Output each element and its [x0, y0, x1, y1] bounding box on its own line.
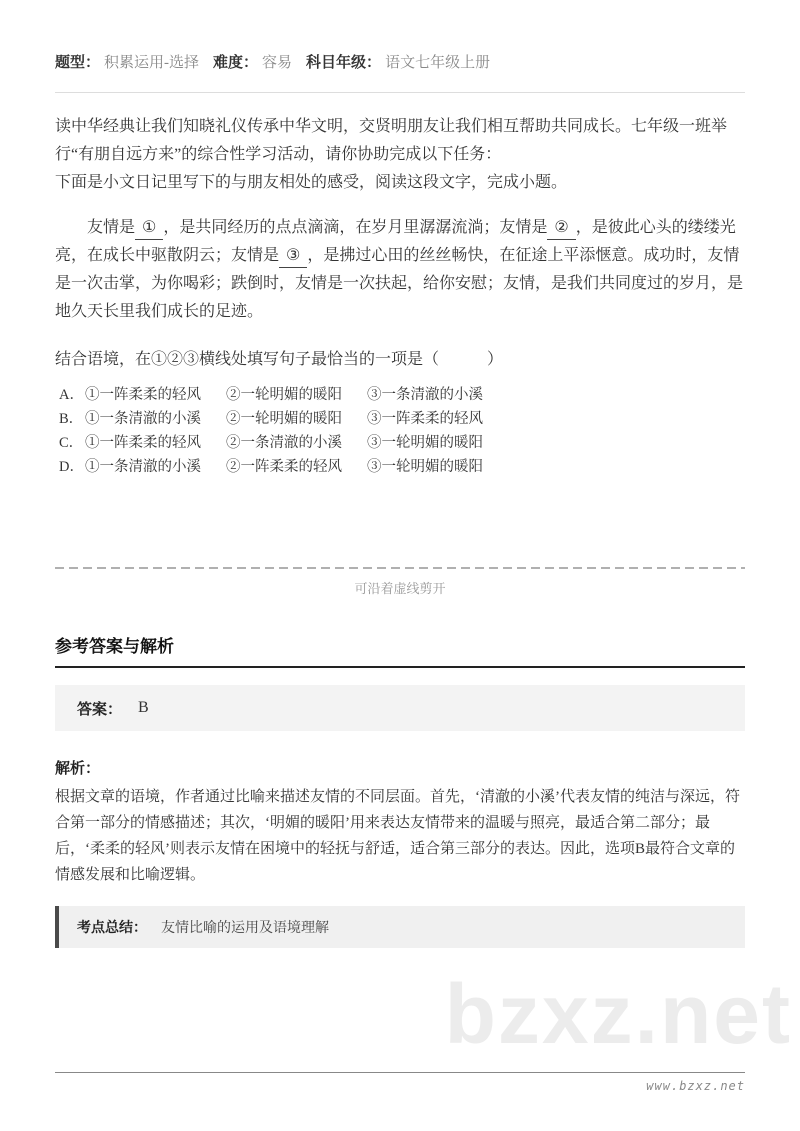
answer-section-title: 参考答案与解析: [55, 632, 745, 668]
meta-subject-grade-label: 科目年级：: [306, 54, 382, 71]
option-c-item-1: ①一阵柔柔的轻风: [85, 435, 201, 451]
meta-type-value: 积累运用-选择: [104, 55, 200, 71]
option-a-letter: A．: [59, 387, 84, 403]
meta-subject-grade: [306, 52, 490, 74]
meta-type: [55, 52, 199, 74]
key-point-summary-text: 友情比喻的运用及语境理解: [161, 921, 329, 936]
passage-seg1: 友情是: [87, 219, 136, 236]
option-b-letter: B．: [59, 411, 84, 427]
key-point-summary-box: [55, 906, 745, 948]
cut-line-caption: 可沿着虚线剪开: [354, 581, 446, 596]
option-d-item-2: ②一阵柔柔的轻风: [226, 459, 342, 475]
meta-type-label: 题型：: [55, 54, 101, 71]
option-b-item-3: ③一阵柔柔的轻风: [367, 411, 483, 427]
footer-divider: [55, 1072, 745, 1073]
passage-seg4: ，是拂过心田的丝丝畅快，在征途上平添惬意。成功时，友情是一次击掌，为你喝彩；跌倒时，友情是一次扶起，给你安慰；友情，是我们共同度过的岁月，是地久天长里我们成长的足迹。: [55, 247, 744, 320]
answer-box: [55, 685, 745, 731]
option-c: [59, 431, 745, 455]
option-a-item-2: ②一轮明媚的暖阳: [226, 387, 342, 403]
option-a-item-1: ①一阵柔柔的轻风: [85, 387, 201, 403]
answer-label: 答案：: [77, 700, 123, 718]
option-a-item-3: ③一条清澈的小溪: [367, 387, 483, 403]
option-c-item-3: ③一轮明媚的暖阳: [367, 435, 483, 451]
passage-blank-3: ③: [279, 245, 307, 268]
option-c-item-2: ②一条清澈的小溪: [226, 435, 342, 451]
question-meta: [55, 52, 745, 74]
question-stem: 结合语境，在①②③横线处填写句子最恰当的一项是（ ）: [55, 351, 504, 368]
answer-value: B: [138, 699, 149, 716]
meta-difficulty-label: 难度：: [213, 54, 259, 71]
option-d: [59, 455, 745, 479]
meta-difficulty: [213, 52, 292, 74]
option-b-item-2: ②一轮明媚的暖阳: [226, 411, 342, 427]
footer-site-url: www.bzxz.net: [646, 1079, 745, 1093]
passage-paragraph: [55, 214, 745, 326]
option-b-item-1: ①一条清澈的小溪: [85, 411, 201, 427]
cut-dashed-line: [55, 567, 745, 569]
intro-paragraph: 读中华经典让我们知晓礼仪传承中华文明，交贤明朋友让我们相互帮助共同成长。七年级一班举行“有朋自远方来”的综合性学习活动，请你协助完成以下任务：: [55, 118, 728, 163]
option-d-letter: D．: [59, 459, 84, 475]
key-point-summary-label: 考点总结：: [77, 919, 147, 935]
option-d-item-3: ③一轮明媚的暖阳: [367, 459, 483, 475]
options-list: [59, 383, 745, 479]
analysis-label: 解析：: [55, 760, 101, 777]
passage-seg2: ，是共同经历的点点滴滴，在岁月里潺潺流淌；友情是: [163, 219, 548, 236]
option-b: [59, 407, 745, 431]
passage-seg3: ，是彼此心头的缕缕光亮，在成长中驱散阴云；友情是: [55, 219, 736, 264]
option-c-letter: C．: [59, 435, 84, 451]
option-d-item-1: ①一条清澈的小溪: [85, 459, 201, 475]
meta-subject-grade-value: 语文七年级上册: [385, 55, 491, 71]
analysis-text: 根据文章的语境，作者通过比喻来描述友情的不同层面。首先，‘清澈的小溪’代表友情的纯洁与深远，符合第一部分的情感描述；其次，‘明媚的暖阳’用来表达友情带来的温暖与照亮，最适合第二部分；最后，‘柔柔的轻风’则表示友情在困境中的轻抚与舒适，适合第三部分的表达。因此，选项B最符合文章的情感发展和比喻逻辑。: [55, 789, 740, 883]
option-a: [59, 383, 745, 407]
intro-task-line: 下面是小文日记里写下的与朋友相处的感受，阅读这段文字，完成小题。: [55, 174, 568, 191]
header-divider: [55, 92, 745, 93]
passage-blank-1: ①: [135, 217, 163, 240]
meta-difficulty-value: 容易: [262, 55, 293, 71]
passage-blank-2: ②: [547, 217, 575, 240]
site-watermark: bzxz.net: [444, 967, 792, 1061]
